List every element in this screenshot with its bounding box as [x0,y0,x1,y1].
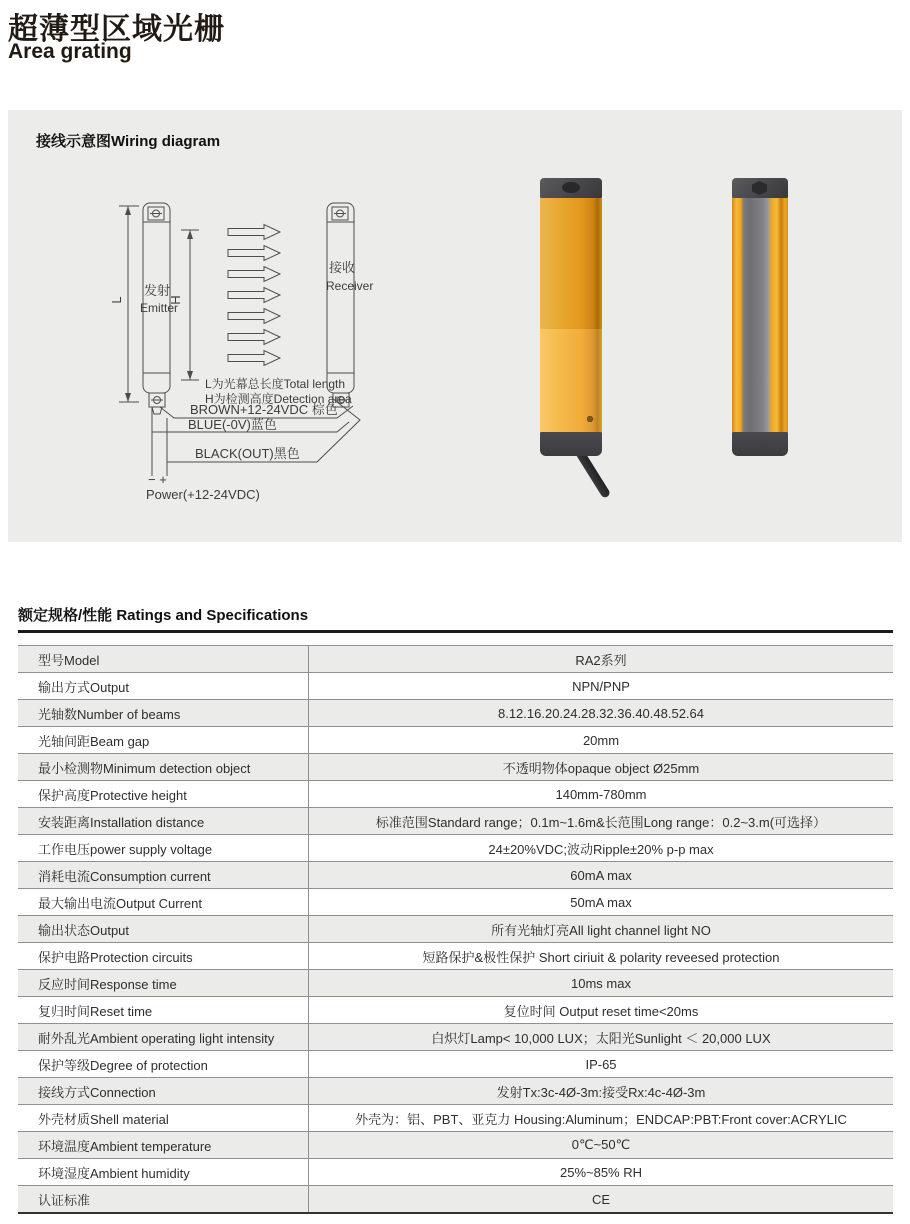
spec-value: CE [591,1191,611,1207]
spec-value: 白炽灯Lamp< 10,000 LUX；太阳光Sunlight ＜ 20,000 LUX [431,1030,771,1046]
wiring-panel [8,110,902,542]
spec-value: 所有光轴灯亮All light channel light NO [491,922,711,938]
note-detection-area: H为检测高度Detection area [205,392,352,406]
spec-label: 环境湿度Ambient humidity [18,1159,309,1185]
spec-label: 光轴间距Beam gap [18,727,309,753]
device-top-cap [540,178,602,198]
spec-value: 外壳为：铝、PBT、亚克力 Housing:Aluminum；ENDCAP:PBT:Front cover:ACRYLIC [355,1111,847,1127]
spec-row [18,997,893,1024]
spec-label: 工作电压power supply voltage [18,835,309,861]
spec-value: 0℃~50℃ [571,1137,631,1152]
wire-blue-label: BLUE(-0V)蓝色 [188,417,277,432]
note-total-length: L为光幕总长度Total length [205,377,346,391]
spec-value: 短路保护&极性保护 Short ciriuit & polarity reveesed protection [422,949,780,965]
device-top-cap [732,178,788,198]
spec-row [18,646,893,673]
spec-row [18,862,893,889]
device-body-yellow [540,198,602,432]
spec-label: 耐外乱光Ambient operating light intensity [18,1024,309,1050]
spec-row [18,1078,893,1105]
spec-label: 输出方式Output [18,673,309,699]
wire-black-label: BLACK(OUT)黑色 [195,446,300,461]
spec-row [18,781,893,808]
spec-value: NPN/PNP [572,678,630,694]
spec-row [18,1051,893,1078]
spec-label: 型号Model [18,646,309,672]
wiring-heading: 接线示意图Wiring diagram [36,133,221,150]
emitter-label-zh: 发射 [144,283,171,298]
spec-row [18,754,893,781]
spec-value: 标准范围Standard range；0.1m~1.6m&长范围Long range：0.2~3.m(可选择） [375,814,827,830]
spec-value: 140mm-780mm [555,786,647,802]
spec-row [18,1186,893,1212]
spec-label: 最小检测物Minimum detection object [18,754,309,780]
device-hex-hole [752,181,767,195]
spec-value: IP-65 [585,1056,617,1072]
emitter-label-en: Emitter [140,301,179,315]
spec-value: 发射Tx:3c-4Ø-3m:接受Rx:4c-4Ø-3m [496,1084,706,1100]
spec-label: 接线方式Connection [18,1078,309,1104]
spec-label: 外壳材质Shell material [18,1105,309,1131]
spec-row [18,1105,893,1132]
spec-row [18,727,893,754]
spec-label: 环境温度Ambient temperature [18,1132,309,1158]
spec-label: 最大输出电流Output Current [18,889,309,915]
spec-row [18,1159,893,1186]
spec-value: 8.12.16.20.24.28.32.36.40.48.52.64 [497,705,705,721]
spec-row [18,943,893,970]
spec-row [18,673,893,700]
spec-value: 10ms max [571,975,631,991]
polarity-label: − + [148,472,167,487]
beam-arrows [228,225,280,366]
device-bottom-cap [540,432,602,456]
spec-row [18,1024,893,1051]
power-label: Power(+12-24VDC) [146,487,260,502]
spec-value: 20mm [582,732,620,748]
spec-label: 光轴数Number of beams [18,700,309,726]
spec-label: 输出状态Output [18,916,309,942]
spec-label: 保护高度Protective height [18,781,309,807]
spec-value: 不透明物体opaque object Ø25mm [502,760,700,776]
device-screw [587,416,593,422]
receiver-label-en: Receiver [326,279,374,293]
spec-label: 复归时间Reset time [18,997,309,1023]
device-lens-hole [562,182,580,193]
spec-value: RA2系列 [575,652,627,668]
spec-label: 认证标准 [18,1186,309,1212]
spec-row [18,700,893,727]
spec-row [18,1132,893,1159]
dimension-l [109,206,139,402]
product-photo-front [540,178,602,456]
spec-row [18,970,893,997]
dim-l-label: L [109,296,124,304]
spec-row [18,835,893,862]
device-bottom-cap [732,432,788,456]
spec-value: 60mA max [570,867,632,883]
spec-value: 50mA max [570,894,632,910]
page-title-zh: 超薄型区域光栅 [8,13,225,46]
spec-label: 消耗电流Consumption current [18,862,309,888]
spec-value: 25%~85% RH [559,1164,643,1180]
wire-brown-label: BROWN+12-24VDC 棕色 [190,402,338,417]
spec-label: 反应时间Response time [18,970,309,996]
spec-row [18,808,893,835]
specs-table [18,645,893,1214]
product-photo-side [732,178,788,456]
receiver-label-zh: 接收 [329,260,356,275]
dim-h-label: H [168,295,183,305]
specs-heading: 额定规格/性能 Ratings and Specifications [18,607,309,624]
spec-label: 保护电路Protection circuits [18,943,309,969]
spec-row [18,916,893,943]
spec-value: 复位时间 Output reset time<20ms [503,1003,699,1019]
spec-label: 保护等级Degree of protection [18,1051,309,1077]
spec-label: 安装距离Installation distance [18,808,309,834]
emitter-outline [140,203,178,414]
specs-heading-rule [18,630,893,633]
spec-row [18,889,893,916]
device-body-window [732,198,788,432]
page-title-en: Area grating [8,40,132,63]
dimension-h [168,230,199,380]
spec-value: 24±20%VDC;波动Ripple±20% p-p max [488,841,714,857]
